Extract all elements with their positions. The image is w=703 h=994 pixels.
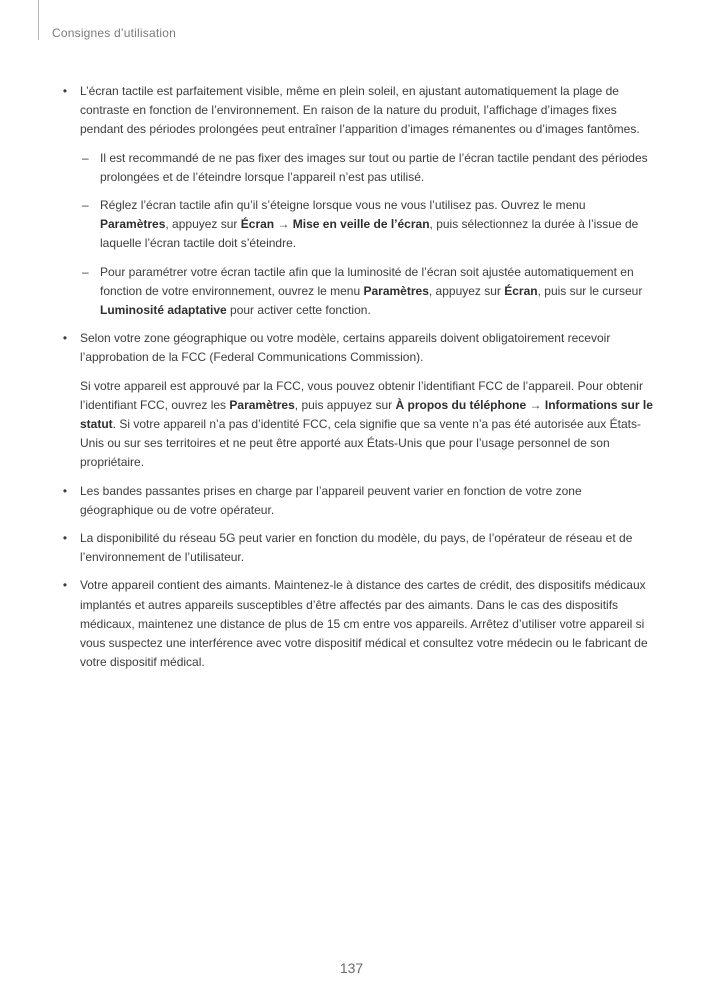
menu-path-ecran: Écran bbox=[504, 283, 538, 298]
bullet-icon: • bbox=[62, 578, 68, 593]
bullet-icon: • bbox=[62, 331, 68, 346]
text-run: , puis appuyez sur bbox=[294, 397, 396, 412]
bullet-icon: • bbox=[62, 483, 68, 498]
list-item bbox=[58, 329, 654, 367]
arrow-icon: → bbox=[526, 397, 545, 412]
list-item-text: Les bandes passantes prises en charge par l’appareil peuvent varier en fonction de votre zone géographique ou de votre opérateur. bbox=[80, 483, 582, 517]
sub-list-item bbox=[58, 149, 654, 187]
list-item bbox=[58, 529, 654, 567]
menu-path-parametres: Paramètres bbox=[100, 217, 166, 232]
list-item bbox=[58, 482, 654, 520]
text-run: , puis sur le curseur bbox=[537, 283, 643, 298]
dash-icon: – bbox=[82, 198, 89, 213]
menu-path-luminosite: Luminosité adaptative bbox=[100, 303, 227, 318]
list-item-text: L’écran tactile est parfaitement visible, même en plein soleil, en ajustant automatiquement la plage de contraste en fonction de l’environnement. En raison de la nature du produit, l’affichage d’images fixes pendant des périodes prolongées peut entraîner l’apparition d’images rémanentes ou d’images fantômes. bbox=[80, 84, 640, 137]
text-run: Pour paramétrer votre écran tactile afin que la luminosité de l’écran soit ajustée automatiquement en fonction de votre environnement, ouvrez le menu bbox=[100, 264, 634, 298]
section-title: Consignes d’utilisation bbox=[52, 26, 177, 40]
header-divider bbox=[38, 0, 39, 40]
menu-path-mise-en-veille: Mise en veille de l’écran bbox=[292, 217, 430, 232]
instructions-list bbox=[58, 82, 654, 681]
list-item bbox=[58, 576, 654, 672]
arrow-icon: → bbox=[274, 217, 293, 232]
sub-list-item bbox=[58, 196, 654, 254]
list-item-text: Votre appareil contient des aimants. Maintenez-le à distance des cartes de crédit, des dispositifs médicaux implantés et autres appareils susceptibles d’être affectés par des aimants. Dans le cas des dispositifs médicaux, maintenez une distance de plus de 15 cm entre vos appareils. Arrêtez d’utiliser votre appareil si vous suspectez une interférence avec votre dispositif médical et consultez votre médecin ou le fabricant de votre dispositif médical. bbox=[80, 578, 648, 670]
text-run: , appuyez sur bbox=[428, 283, 505, 298]
text-run: , appuyez sur bbox=[165, 217, 241, 232]
sub-item-text: Il est recommandé de ne pas fixer des images sur tout ou partie de l’écran tactile pendant des périodes prolongées et de l’éteindre lorsque l’appareil n’est pas utilisé. bbox=[100, 150, 648, 184]
list-item bbox=[58, 82, 654, 140]
menu-path-informations-statut: Informations sur le statut bbox=[80, 397, 653, 432]
menu-path-parametres: Paramètres bbox=[229, 397, 295, 412]
text-run: Réglez l’écran tactile afin qu’il s’éteigne lorsque vous ne vous l’utilisez pas. Ouvrez le menu bbox=[100, 198, 586, 213]
text-run: Si votre appareil est approuvé par la FCC, vous pouvez obtenir l’identifiant FCC de l’appareil. Pour obtenir l’identifiant FCC, ouvrez les bbox=[80, 378, 643, 412]
text-run: , puis sélectionnez la durée à l’issue de laquelle l’écran tactile doit s’éteindre. bbox=[100, 217, 639, 251]
page-number: 137 bbox=[339, 960, 364, 976]
menu-path-ecran: Écran bbox=[240, 217, 275, 232]
menu-path-parametres: Paramètres bbox=[363, 283, 429, 298]
text-run: . Si votre appareil n’a pas d’identité FCC, cela signifie que sa vente n’a pas été autorisée aux États-Unis ou sur ses territoires et ne peut être apporté aux États-Unis que pour l’usage personnel de son propriétaire. bbox=[80, 417, 641, 470]
dash-icon: – bbox=[82, 264, 89, 279]
dash-icon: – bbox=[82, 150, 89, 165]
menu-path-a-propos: À propos du téléphone bbox=[395, 397, 527, 412]
sub-list-item bbox=[58, 263, 654, 321]
sub-item-text bbox=[100, 265, 642, 317]
text-run: pour activer cette fonction. bbox=[226, 303, 371, 318]
sub-item-text bbox=[100, 198, 638, 250]
bullet-icon: • bbox=[62, 531, 68, 546]
list-item-text: La disponibilité du réseau 5G peut varier en fonction du modèle, du pays, de l’opérateur de réseau et de l’environnement de l’utilisateur. bbox=[80, 531, 633, 565]
list-item-text: Selon votre zone géographique ou votre modèle, certains appareils doivent obligatoirement recevoir l’approbation de la FCC (Federal Communications Commission). bbox=[80, 331, 611, 365]
bullet-icon: • bbox=[62, 84, 68, 98]
list-item-paragraph bbox=[58, 377, 654, 473]
